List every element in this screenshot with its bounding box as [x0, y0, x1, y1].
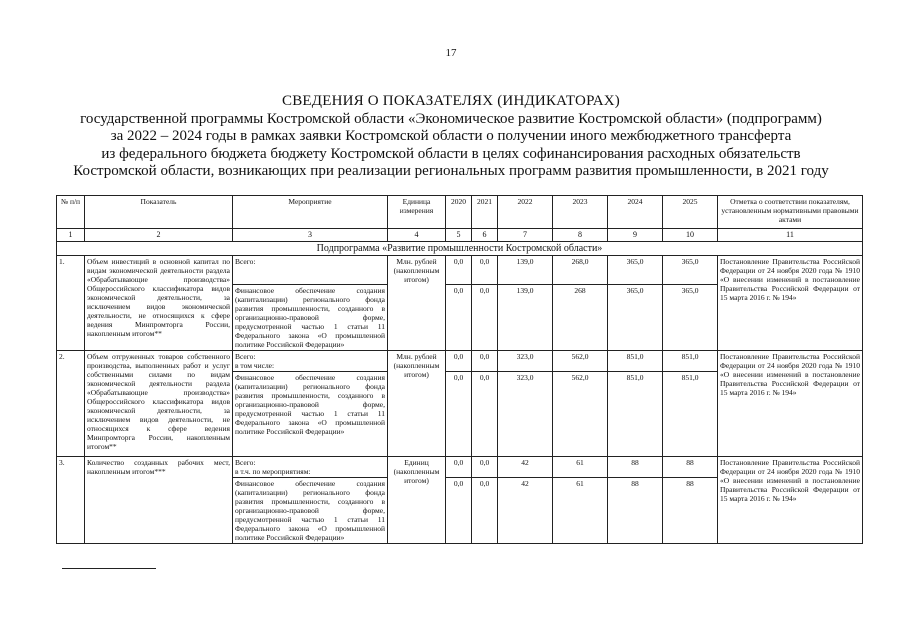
value-2021: 0,0 [472, 285, 498, 351]
activity-name: Финансовое обеспечение создания (капитализации) регионального фонда развития промышленности, созданного в организационно-правовой форме, предусмотренной частью 1 статьи 11 Федерального закона «О промышленной политике Российской Федерации» [233, 285, 388, 351]
value-2020: 0,0 [446, 457, 472, 478]
value-2023: 562,0 [553, 351, 608, 372]
header-year-2022: 2022 [498, 196, 553, 229]
value-2020: 0,0 [446, 256, 472, 285]
note-cell: Постановление Правительства Российской Федерации от 24 ноября 2020 года № 1910 «О внесении изменений в постановление Правительства Российской Федерации от 15 марта 2016 г. № 194» [718, 457, 863, 544]
header-unit: Единица измерения [388, 196, 446, 229]
indicator-name: Объем отгруженных товаров собственного производства, выполненных работ и услуг собственными силами по видам экономической деятельности раздела «Обрабатывающие производства» Общероссийского классификатора видов экономической деятельности, за исключением видов деятельности, не относящихся к сфере ведения Минпромторга России, накопленным итогом** [85, 351, 233, 457]
value-2023: 562,0 [553, 372, 608, 457]
table-row [57, 256, 863, 285]
page-number: 17 [445, 47, 457, 59]
column-number: 1 [57, 229, 85, 242]
value-2024: 851,0 [608, 351, 663, 372]
header-year-2024: 2024 [608, 196, 663, 229]
header-num: № п/п [57, 196, 85, 229]
value-2020: 0,0 [446, 351, 472, 372]
value-2023: 268 [553, 285, 608, 351]
column-number: 6 [472, 229, 498, 242]
header-year-2023: 2023 [553, 196, 608, 229]
value-2022: 323,0 [498, 372, 553, 457]
row-number: 1. [57, 256, 85, 351]
column-number: 2 [85, 229, 233, 242]
value-2020: 0,0 [446, 372, 472, 457]
header-measure: Мероприятие [233, 196, 388, 229]
column-number: 8 [553, 229, 608, 242]
total-label: Всего: в том числе: [233, 351, 388, 372]
total-label: Всего: [233, 256, 388, 285]
column-number: 11 [718, 229, 863, 242]
document-subtitle-line: из федерального бюджета бюджету Костромской области в целях софинансирования расходных обязательств [101, 146, 801, 162]
header-year-2021: 2021 [472, 196, 498, 229]
activity-name: Финансовое обеспечение создания (капитализации) регионального фонда развития промышленности, созданного в организационно-правовой форме, предусмотренной частью 1 статьи 11 Федерального закона «О промышленной политике Российской Федерации» [233, 478, 388, 544]
column-number: 10 [663, 229, 718, 242]
note-cell: Постановление Правительства Российской Федерации от 24 ноября 2020 года № 1910 «О внесении изменений в постановление Правительства Российской Федерации от 15 марта 2016 г. № 194» [718, 351, 863, 457]
subprogram-row [57, 242, 863, 256]
value-2021: 0,0 [472, 372, 498, 457]
document-subtitle-line: государственной программы Костромской области «Экономическое развитие Костромской области» (подпрограмм) [80, 111, 822, 127]
value-2022: 139,0 [498, 256, 553, 285]
value-2024: 88 [608, 457, 663, 478]
table-row [57, 351, 863, 372]
value-2025: 365,0 [663, 256, 718, 285]
value-2024: 851,0 [608, 372, 663, 457]
row-number: 2. [57, 351, 85, 457]
value-2023: 61 [553, 478, 608, 544]
header-year-2020: 2020 [446, 196, 472, 229]
total-label: Всего: в т.ч. по мероприятиям: [233, 457, 388, 478]
value-2021: 0,0 [472, 478, 498, 544]
header-year-2025: 2025 [663, 196, 718, 229]
header-note: Отметка о соответствии показателям, установленным нормативными правовыми актами [718, 196, 863, 229]
value-2020: 0,0 [446, 478, 472, 544]
subprogram-title: Подпрограмма «Развитие промышленности Костромской области» [57, 242, 863, 256]
value-2022: 139,0 [498, 285, 553, 351]
document-subtitle-line: за 2022 – 2024 годы в рамках заявки Костромской области о получении иного межбюджетного трансферта [110, 128, 792, 144]
value-2023: 268,0 [553, 256, 608, 285]
value-2025: 851,0 [663, 351, 718, 372]
table-header-row [57, 196, 863, 229]
header-indicator: Показатель [85, 196, 233, 229]
column-number: 9 [608, 229, 663, 242]
document-title: СВЕДЕНИЯ О ПОКАЗАТЕЛЯХ (ИНДИКАТОРАХ) [282, 93, 620, 109]
unit-cell: Млн. рублей (накопленным итогом) [388, 351, 446, 457]
document-subtitle-line: Костромской области, возникающих при реализации региональных программ развития промышленности, в 2021 году [73, 163, 829, 179]
column-number: 3 [233, 229, 388, 242]
value-2024: 365,0 [608, 256, 663, 285]
table-row [57, 457, 863, 478]
unit-cell: Единиц (накопленным итогом) [388, 457, 446, 544]
activity-name: Финансовое обеспечение создания (капитализации) регионального фонда развития промышленности, созданного в организационно-правовой форме, предусмотренной частью 1 статьи 11 Федерального закона «О промышленной политике Российской Федерации» [233, 372, 388, 457]
value-2020: 0,0 [446, 285, 472, 351]
value-2022: 323,0 [498, 351, 553, 372]
unit-cell: Млн. рублей (накопленным итогом) [388, 256, 446, 351]
value-2021: 0,0 [472, 457, 498, 478]
column-number: 5 [446, 229, 472, 242]
footnote-divider [62, 568, 156, 569]
value-2024: 88 [608, 478, 663, 544]
note-cell: Постановление Правительства Российской Федерации от 24 ноября 2020 года № 1910 «О внесении изменений в постановление Правительства Российской Федерации от 15 марта 2016 г. № 194» [718, 256, 863, 351]
column-number: 7 [498, 229, 553, 242]
value-2024: 365,0 [608, 285, 663, 351]
indicator-name: Объем инвестиций в основной капитал по видам экономической деятельности раздела «Обрабатывающие производства» Общероссийского классификатора видов экономической деятельности, за исключением видов экономической деятельности, не относящихся к сфере ведения Минпромторга России, накопленным итогом** [85, 256, 233, 351]
indicator-name: Количество созданных рабочих мест, накопленным итогом*** [85, 457, 233, 544]
column-numbers-row [57, 229, 863, 242]
value-2025: 88 [663, 457, 718, 478]
value-2022: 42 [498, 478, 553, 544]
value-2023: 61 [553, 457, 608, 478]
value-2021: 0,0 [472, 256, 498, 285]
value-2025: 88 [663, 478, 718, 544]
value-2025: 851,0 [663, 372, 718, 457]
indicators-table [56, 195, 863, 544]
value-2022: 42 [498, 457, 553, 478]
column-number: 4 [388, 229, 446, 242]
value-2025: 365,0 [663, 285, 718, 351]
row-number: 3. [57, 457, 85, 544]
value-2021: 0,0 [472, 351, 498, 372]
